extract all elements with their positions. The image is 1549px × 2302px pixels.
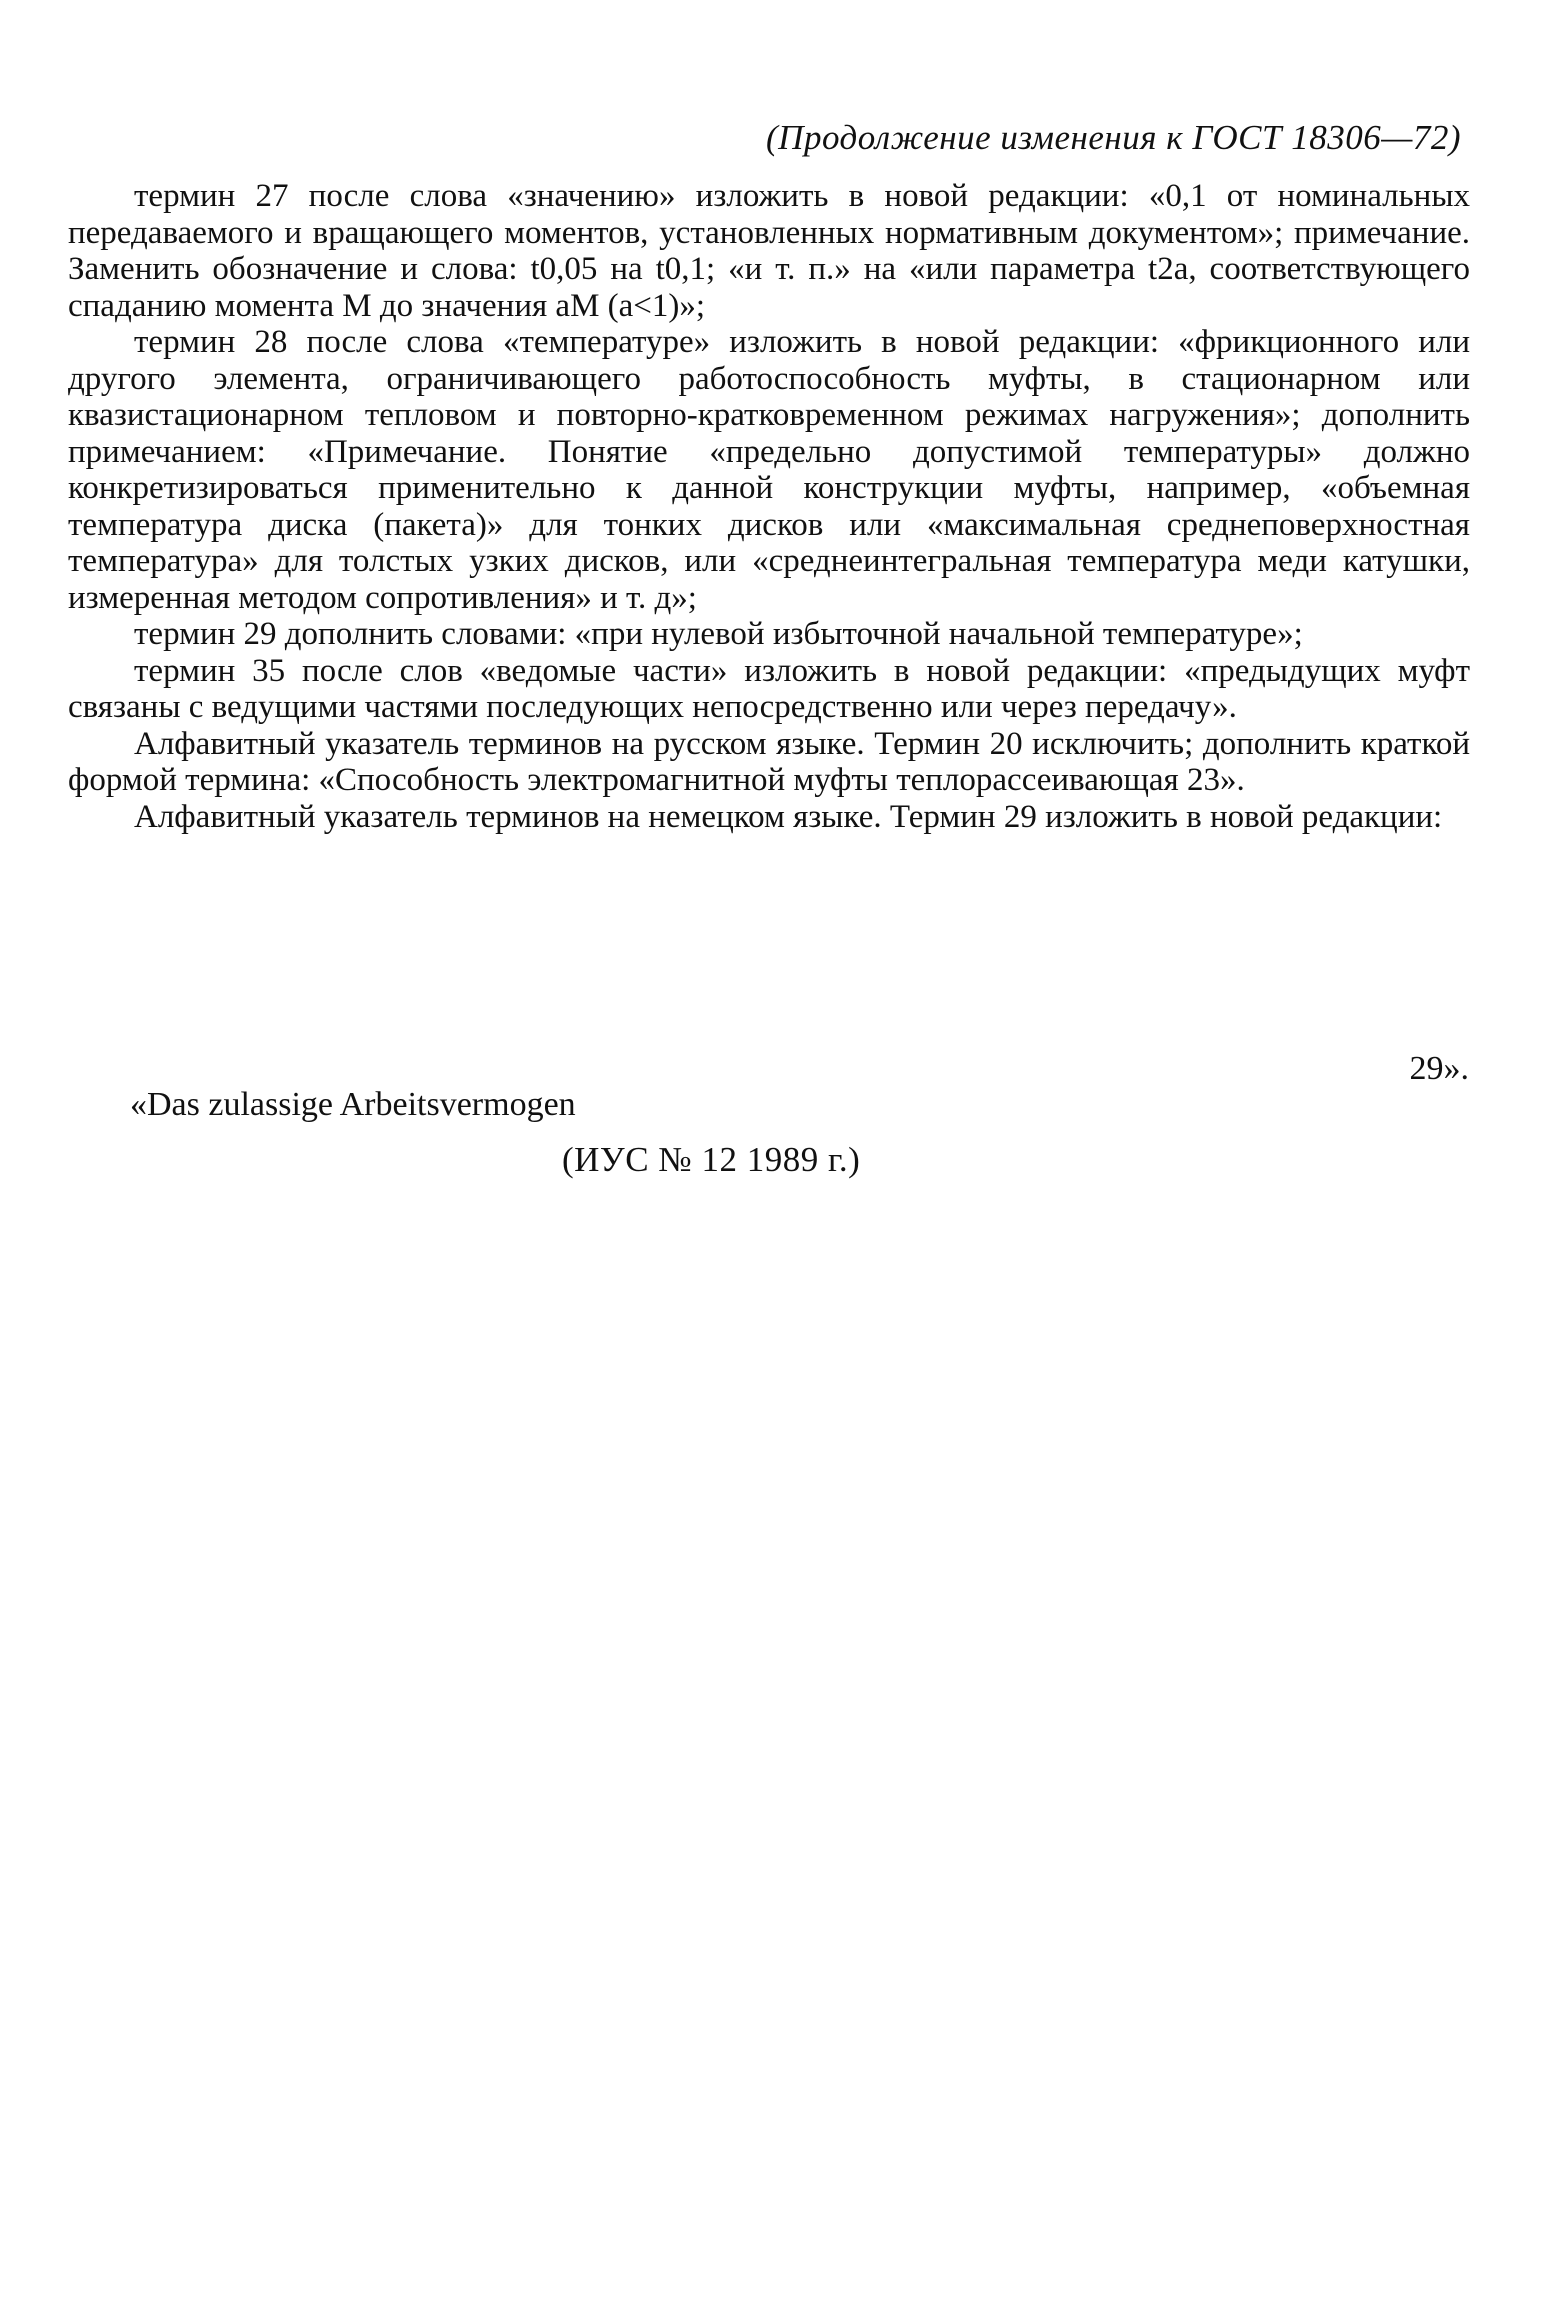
german-term-number: 29». <box>1409 1050 1469 1087</box>
paragraph-term-27: термин 27 после слова «значению» изложить в новой редакции: «0,1 от номинальных передаваемого и вращающего моментов, установленных нормативным документом»; примечание. Заменить обозначение и слова: t0,05 на t0,1; «и т. п.» на «или параметра t2a, соответствующего спаданию момента M до значения aM (a<1)»; <box>68 178 1470 324</box>
paragraph-term-29: термин 29 дополнить словами: «при нулевой избыточной начальной температуре»; <box>134 616 1303 652</box>
paragraph-term-35: термин 35 после слов «ведомые части» изложить в новой редакции: «предыдущих муфт связаны с ведущими частями последующих непосредственно или через передачу». <box>68 652 1470 725</box>
paragraph-term-28: термин 28 после слова «температуре» изложить в новой редакции: «фрикционного или другого элемента, ограничивающего работоспособность муфты, в стационарном или квазистационарном тепловом и повторно-кратковременном режимах нагружения»; дополнить примечанием: «Примечание. Понятие «предельно допустимой температуры» должно конкретизироваться применительно к данной конструкции муфты, например, «объемная температура диска (пакета)» для тонких дисков или «максимальная среднеповерхностная температура» для толстых узких дисков, или «среднеинтегральная температура меди катушки, измеренная методом сопротивления» и т. д»; <box>68 324 1470 616</box>
paragraph-russian-index: Алфавитный указатель терминов на русском языке. Термин 20 исключить; дополнить краткой формой термина: «Способность электромагнитной муфты теплорассеивающая 23». <box>68 725 1470 798</box>
source-reference: (ИУС № 12 1989 г.) <box>562 1140 861 1179</box>
document-body <box>68 178 1470 835</box>
page-header: (Продолжение изменения к ГОСТ 18306—72) <box>766 118 1461 157</box>
paragraph-german-index: Алфавитный указатель терминов на немецком языке. Термин 29 изложить в новой редакции: <box>134 798 1443 835</box>
german-term: «Das zulassige Arbeitsvermogen <box>130 1086 576 1123</box>
